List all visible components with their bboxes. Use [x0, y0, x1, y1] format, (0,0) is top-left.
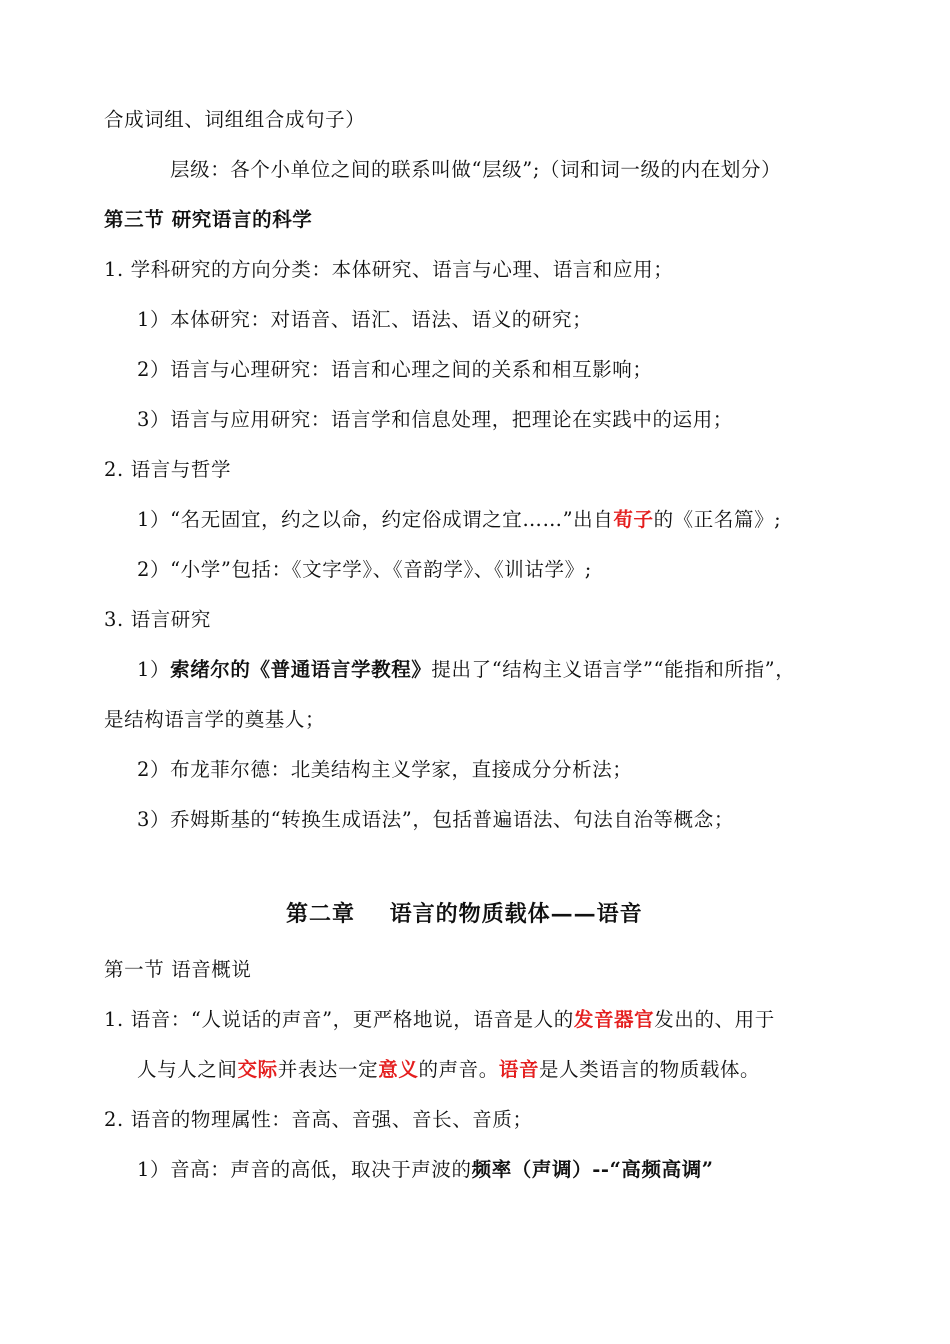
- text-line: [137, 1056, 760, 1084]
- text-run: 1. 语音：“人说话的声音”，更严格地说，语音是人的: [104, 1008, 574, 1031]
- text-run: 的声音。: [418, 1058, 499, 1081]
- highlight-text: 发音器官: [573, 1008, 655, 1031]
- sub-list-item: 2）“小学”包括：《文字学》、《音韵学》、《训诂学》;: [137, 558, 592, 581]
- sub-list-item: [137, 1156, 714, 1184]
- sub-list-item: [137, 506, 781, 534]
- section-heading: 第一节 语音概说: [104, 958, 252, 981]
- list-item: 1. 学科研究的方向分类：本体研究、语言与心理、语言和应用；: [104, 258, 674, 281]
- bold-text: 频率（声调）--“高频高调”: [471, 1158, 714, 1181]
- sub-list-item: 2）布龙菲尔德：北美结构主义学家，直接成分分析法；: [137, 758, 633, 781]
- sub-list-item: 3）乔姆斯基的“转换生成语法”，包括普遍语法、句法自治等概念；: [137, 808, 734, 831]
- text-line: 是结构语言学的奠基人；: [104, 708, 326, 731]
- sub-list-item: 1）本体研究：对语音、语汇、语法、语义的研究；: [137, 308, 593, 331]
- highlight-text: 意义: [378, 1058, 419, 1081]
- text-run: 发出的、用于: [654, 1008, 775, 1031]
- chapter-title: 第二章 语言的物质载体——语音: [286, 901, 643, 927]
- bold-text: 索绪尔的《普通语言学教程》: [170, 658, 432, 681]
- text-run: 1）“名无固宜，约之以命，约定俗成谓之宜……”出自: [137, 508, 614, 531]
- sub-list-item: [137, 656, 795, 684]
- highlight-text: 交际: [237, 1058, 278, 1081]
- text-run: 提出了“结构主义语言学”“能指和所指”，: [431, 658, 796, 681]
- highlight-text: 语音: [498, 1058, 540, 1081]
- list-item: 3. 语言研究: [104, 608, 212, 631]
- text-run: 人与人之间: [137, 1058, 238, 1081]
- text-run: 是人类语言的物质载体。: [539, 1058, 761, 1081]
- sub-list-item: 3）语言与应用研究：语言学和信息处理，把理论在实践中的运用；: [137, 408, 733, 431]
- list-item: 2. 语音的物理属性：音高、音强、音长、音质；: [104, 1108, 533, 1131]
- sub-list-item: 2）语言与心理研究：语言和心理之间的关系和相互影响；: [137, 358, 653, 381]
- text-run: 1）音高：声音的高低，取决于声波的: [137, 1158, 472, 1181]
- text-run: 的《正名篇》;: [653, 508, 782, 531]
- list-item: [104, 1006, 775, 1034]
- list-item: 2. 语言与哲学: [104, 458, 232, 481]
- highlight-text: 荀子: [613, 508, 654, 531]
- text-line: 层级：各个小单位之间的联系叫做“层级”;（词和词一级的内在划分）: [170, 158, 782, 181]
- text-line: 合成词组、词组组合成句子）: [104, 108, 366, 131]
- text-run: 并表达一定: [277, 1058, 379, 1081]
- section-heading: 第三节 研究语言的科学: [104, 208, 313, 231]
- text-run: 1）: [137, 658, 171, 681]
